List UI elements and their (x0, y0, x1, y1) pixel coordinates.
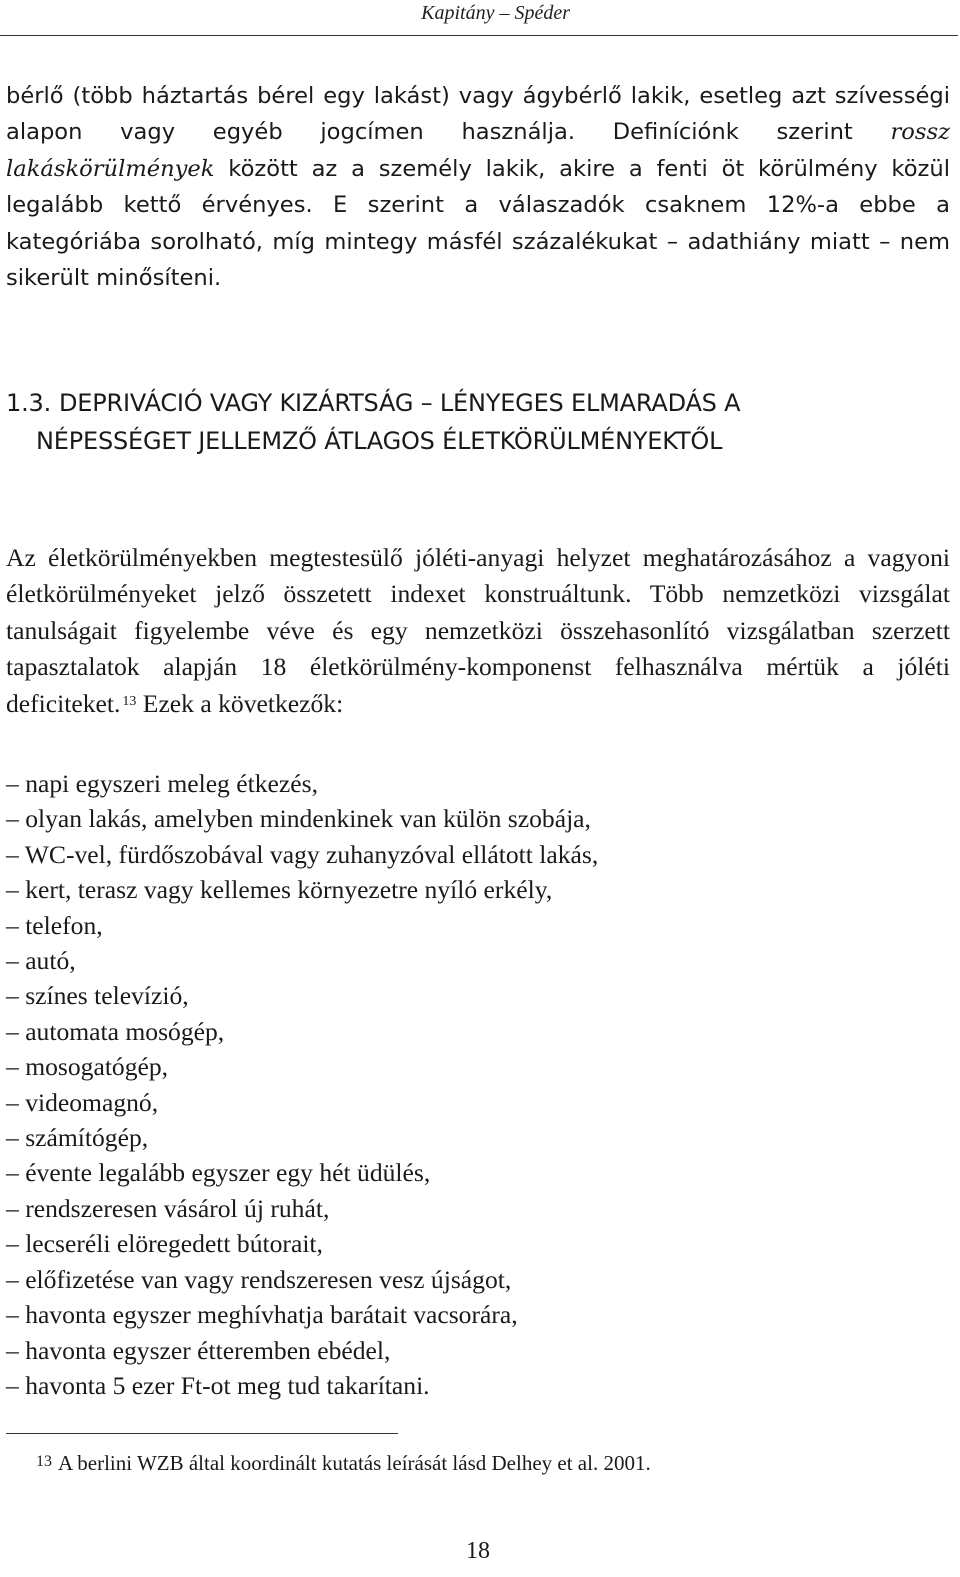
list-item: – automata mosógép, (6, 1016, 225, 1046)
footnote-number: 13 (36, 1453, 52, 1470)
footnote (36, 1448, 651, 1478)
list-item: – videomagnó, (6, 1087, 159, 1117)
italic-term: rossz lakáskörülmények (6, 119, 950, 182)
page-number-text: 18 (466, 1538, 490, 1564)
list-item: – havonta 5 ezer Ft-ot meg tud takarítani. (6, 1370, 430, 1400)
list-item: – színes televízió, (6, 981, 189, 1011)
list-item: – havonta egyszer meghívhatja barátait vacsorára, (6, 1300, 518, 1330)
header-rule (0, 35, 958, 36)
footnote-reference[interactable]: 13 (122, 693, 137, 709)
section-title-line1: DEPRIVÁCIÓ VAGY KIZÁRTSÁG – LÉNYEGES ELMARADÁS A (59, 389, 741, 417)
list-item: – számítógép, (6, 1123, 149, 1153)
paragraph-body (6, 540, 950, 722)
list-item: – rendszeresen vásárol új ruhát, (6, 1193, 330, 1223)
deprivation-items-list (6, 766, 598, 1403)
running-head (0, 0, 960, 30)
paragraph-intro-start: bérlő (több háztartás bérel egy lakást) vagy ágybérlő lakik, esetleg azt szívességi alapon vagy egyéb jogcímen használja. Definíciónk szerint (6, 83, 950, 146)
list-item: – lecseréli elöregedett bútorait, (6, 1229, 323, 1259)
list-item: – WC-vel, fürdőszobával vagy zuhanyzóval ellátott lakás, (6, 839, 599, 869)
section-title-line2: NÉPESSÉGET JELLEMZŐ ÁTLAGOS ÉLETKÖRÜLMÉNYEKTŐL (36, 427, 723, 455)
list-item: – napi egyszeri meleg étkezés, (6, 769, 318, 798)
list-item: – kert, terasz vagy kellemes környezetre nyíló erkély, (6, 875, 553, 905)
paragraph-intro (6, 78, 950, 296)
section-heading (6, 384, 950, 460)
footnote-text: A berlini WZB által koordinált kutatás leírását lásd Delhey et al. 2001. (58, 1451, 651, 1475)
list-item: – telefon, (6, 910, 103, 940)
list-item: – évente legalább egyszer egy hét üdülés, (6, 1158, 431, 1188)
running-head-text: Kapitány – Spéder (421, 2, 570, 24)
footnote-rule (6, 1433, 398, 1434)
list-item: – autó, (6, 946, 76, 976)
paragraph-body-text: Az életkörülményekben megtestesülő jóléti-anyagi helyzet meghatározásához a vagyoni életkörülményeket jelző összetett indexet konstruáltunk. Több nemzetközi vizsgálat tanulságait figyelembe véve és egy nemzetközi összehasonlító vizsgálatban szerzett tapasztalatok alapján 18 életkörülmény-komponenst felhasználva mértük a jóléti deficiteket. (6, 543, 950, 718)
list-item: – előfizetése van vagy rendszeresen vesz újságot, (6, 1264, 512, 1294)
page-number (0, 1536, 960, 1566)
list-item: – havonta egyszer étteremben ebédel, (6, 1335, 391, 1365)
section-number: 1.3. (6, 389, 51, 417)
paragraph-body-tail: Ezek a következők: (136, 688, 344, 718)
list-item: – olyan lakás, amelyben mindenkinek van külön szobája, (6, 804, 591, 834)
paragraph-intro-end: között az a személy lakik, akire a fenti öt körülmény közül legalább kettő érvényes. E szerint a válaszadók csaknem 12%-a ebbe a kategóriába sorolható, míg mintegy másfél százalékukat – adathiány miatt – nem sikerült minősíteni. (6, 155, 950, 292)
list-item: – mosogatógép, (6, 1052, 169, 1082)
